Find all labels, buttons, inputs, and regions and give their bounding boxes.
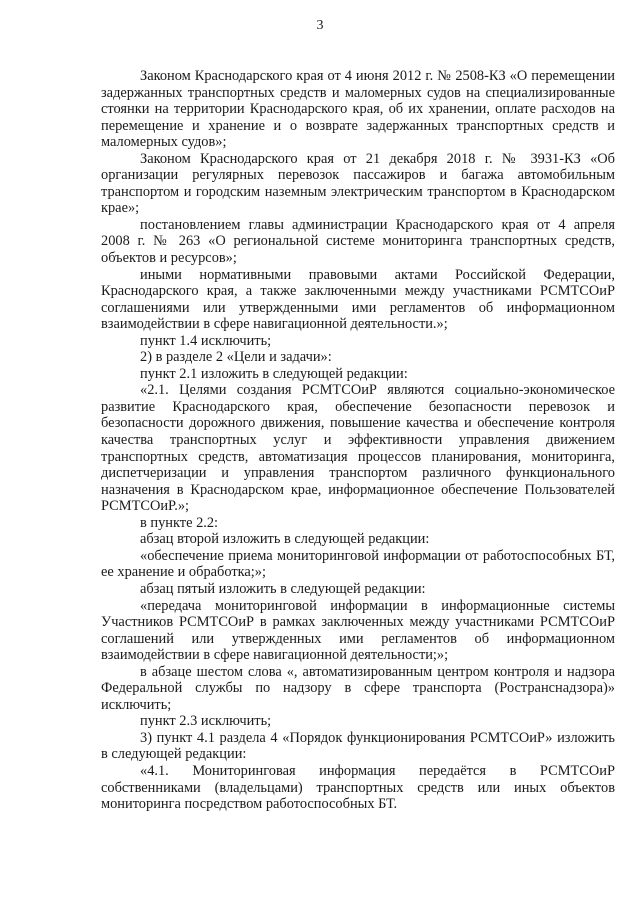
paragraph-para-5-intro: абзац пятый изложить в следующей редакции:: [140, 580, 426, 597]
paragraph-clause-2-3: пункт 2.3 исключить;: [140, 713, 272, 730]
paragraph-clause-2-1-text: «2.1. Целями создания РСМТСОиР являются социально-экономическое развитие Краснодарского края, обеспечение безопасности перевозок и безопасности дорожного движения, повышение качества и обеспечение контроля качества транспортных услуг и эффективности управления движением транспортных средств, автоматизация процессов планирования, мониторинга, диспетчеризации и управления транспортом различного функционального назначения в Краснодарском крае, информационное обеспечение Пользователей РСМТСОиР.»;: [101, 382, 615, 515]
paragraph-decree-263: постановлением главы администрации Краснодарского края от 4 апреля 2008 г. № 263 «О региональной системе мониторинга транспортных средств, объектов и ресурсов»;: [101, 216, 615, 267]
page-number: 3: [316, 18, 324, 33]
paragraph-para-2-text: «обеспечение приема мониторинговой информации от работоспособных БТ, ее хранение и обработка;»;: [101, 547, 615, 581]
paragraph-clause-2-1-intro: пункт 2.1 изложить в следующей редакции:: [140, 365, 408, 382]
paragraph-clause-4-1-intro: 3) пункт 4.1 раздела 4 «Порядок функционирования РСМТСОиР» изложить в следующей редакции:: [101, 729, 615, 763]
paragraph-para-6-change: в абзаце шестом слова «, автоматизированным центром контроля и надзора Федеральной службы по надзору в сфере транспорта (Ространснадзора)» исключить;: [101, 663, 615, 713]
paragraph-para-2-intro: абзац второй изложить в следующей редакции:: [140, 531, 430, 548]
paragraph-para-5-text: «передача мониторинговой информации в информационные системы Участников РСМТСОиР в рамках заключенных между участниками РСМТСОиР соглашений или утвержденных ими регламентов об информационном взаимодействии в сфере навигационной деятельности;»;: [101, 597, 615, 664]
paragraph-clause-1-4: пункт 1.4 исключить;: [140, 332, 272, 349]
paragraph-law-2508: Законом Краснодарского края от 4 июня 2012 г. № 2508-КЗ «О перемещении задержанных транспортных средств и маломерных судов на специализированные стоянки на территории Краснодарского края, об их хранении, оплате расходов на перемещение и хранение и о возврате задержанных транспортных средств и маломерных судов»;: [101, 68, 615, 151]
document-body: [101, 68, 615, 813]
paragraph-section-2-heading: 2) в разделе 2 «Цели и задачи»:: [140, 349, 332, 366]
paragraph-clause-4-1-text: «4.1. Мониторинговая информация передаётся в РСМТСОиР собственниками (владельцами) транспортных средств или иных объектов мониторинга посредством работоспособных БТ.: [101, 762, 615, 813]
paragraph-clause-2-2-intro: в пункте 2.2:: [140, 514, 219, 531]
paragraph-law-3931: Законом Краснодарского края от 21 декабря 2018 г. № 3931-КЗ «Об организации регулярных перевозок пассажиров и багажа автомобильным транспортом и городским наземным электрическим транспортом в Краснодарском крае»;: [101, 150, 615, 217]
paragraph-other-acts: иными нормативными правовыми актами Российской Федерации, Краснодарского края, а также заключенными между участниками РСМТСОиР соглашениями или утвержденными ими регламентов об информационном взаимодействии в сфере навигационной деятельности.»;: [101, 266, 615, 333]
